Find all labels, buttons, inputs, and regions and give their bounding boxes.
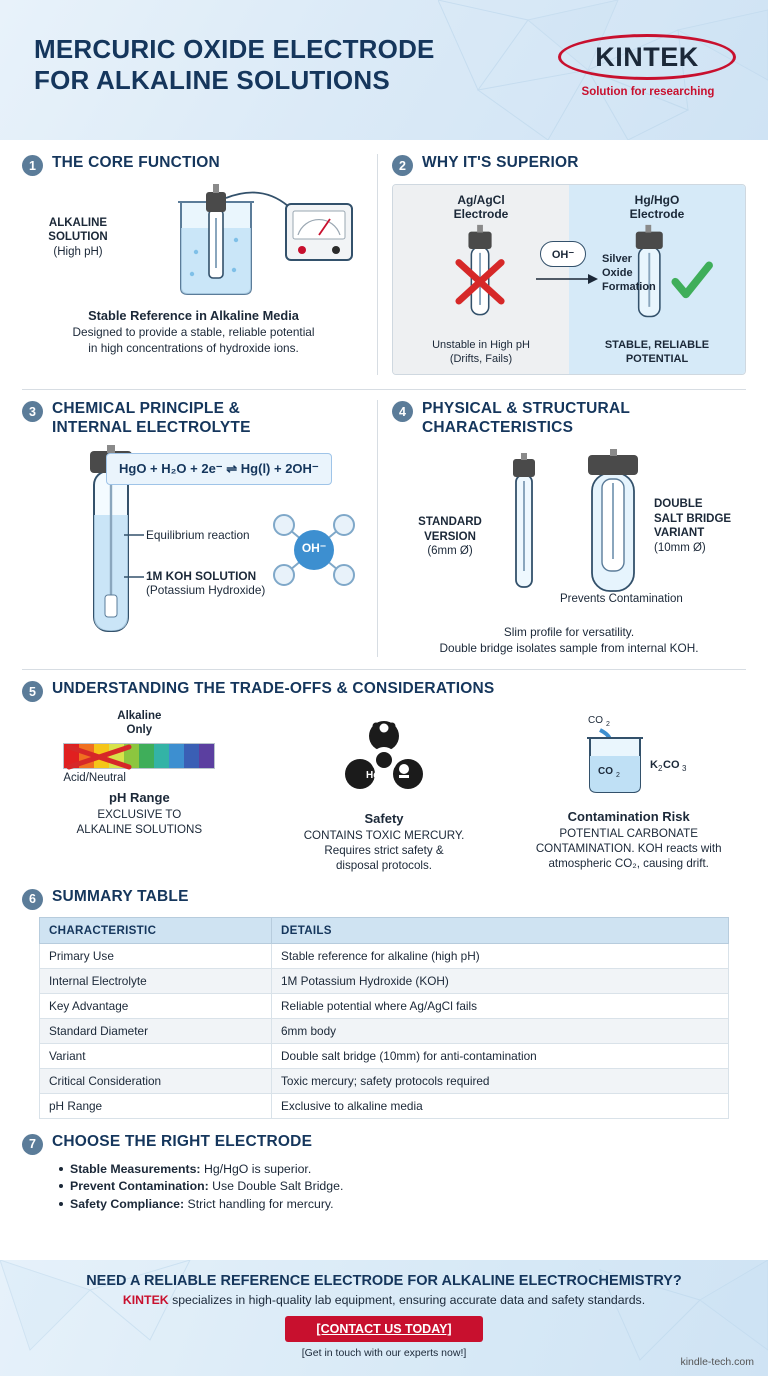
footer-subtext-rest: specializes in high-quality lab equipment, ensuring accurate data and safety standards. <box>168 1293 646 1307</box>
footer-headline: NEED A RELIABLE REFERENCE ELECTRODE FOR ALKALINE ELECTROCHEMISTRY? <box>86 1273 682 1289</box>
cell-characteristic: Internal Electrolyte <box>40 968 272 993</box>
svg-text:3: 3 <box>681 764 687 774</box>
section-2-title: WHY IT'S SUPERIOR <box>422 154 579 171</box>
table-header-row <box>40 917 729 943</box>
section-3-number: 3 <box>22 401 43 422</box>
safety-body: CONTAINS TOXIC MERCURY. Requires strict safety & disposal protocols. <box>303 829 465 873</box>
safety-title: Safety <box>364 811 404 827</box>
trade-off-safety <box>267 710 502 873</box>
section-6-number: 6 <box>22 889 43 910</box>
section-1-diagram <box>22 182 365 300</box>
section-summary-table <box>22 888 746 1119</box>
footer-note: [Get in touch with our experts now!] <box>301 1347 467 1359</box>
cell-characteristic: pH Range <box>40 1093 272 1118</box>
section-4-title: PHYSICAL & STRUCTURAL CHARACTERISTICS <box>422 400 631 436</box>
footer-subtext <box>0 1293 768 1307</box>
table-row <box>40 1093 729 1118</box>
svg-text:CO: CO <box>597 766 613 778</box>
bullet-label: Prevent Contamination: <box>70 1179 209 1194</box>
logo-ellipse <box>558 34 736 80</box>
bullet-label: Safety Compliance: <box>70 1197 185 1212</box>
section-2-number: 2 <box>392 155 413 176</box>
cell-details: 1M Potassium Hydroxide (KOH) <box>272 968 729 993</box>
brand-logo <box>558 34 738 98</box>
section-physical-characteristics <box>377 400 746 657</box>
double-salt-bridge-illustration <box>578 449 648 609</box>
section-5-head <box>22 680 746 702</box>
ph-scale-graphic <box>63 743 215 769</box>
summary-table-body <box>40 943 729 1118</box>
alkaline-only-label: Alkaline Only <box>117 710 162 737</box>
table-row <box>40 968 729 993</box>
cell-details: Stable reference for alkaline (high pH) <box>272 943 729 968</box>
svg-text:CO: CO <box>662 759 680 772</box>
acid-neutral-cross-icon <box>63 743 137 771</box>
table-row <box>40 943 729 968</box>
section-7-title: CHOOSE THE RIGHT ELECTRODE <box>52 1132 313 1150</box>
section-7-head <box>22 1133 746 1155</box>
main-content <box>0 154 768 1214</box>
logo-tagline: Solution for researching <box>581 86 715 98</box>
summary-table-head <box>40 917 729 943</box>
cell-details: Reliable potential where Ag/AgCl fails <box>272 993 729 1018</box>
svg-text:CO: CO <box>587 715 603 727</box>
list-item <box>56 1161 746 1179</box>
bullet-text: Hg/HgO is superior. <box>200 1161 312 1176</box>
list-item <box>56 1178 746 1196</box>
oh-ion-bubble: OH⁻ <box>540 241 586 267</box>
equation-box: HgO + H₂O + 2e⁻ ⇌ Hg(l) + 2OH⁻ <box>106 453 332 485</box>
bullet-label: Stable Measurements: <box>70 1161 201 1176</box>
footer <box>0 1260 768 1376</box>
section-trade-offs <box>22 680 746 873</box>
cell-characteristic: Primary Use <box>40 943 272 968</box>
section-3-head <box>22 400 365 437</box>
hydroxide-ion-label: OH⁻ <box>301 541 327 556</box>
divider-2 <box>22 669 746 670</box>
cell-details: 6mm body <box>272 1018 729 1043</box>
row-section-1-2 <box>22 154 746 375</box>
hghgo-footnote: STABLE, RELIABLE POTENTIAL <box>604 338 710 365</box>
section-1-caption-sub: Designed to provide a stable, reliable potential in high concentrations of hydroxide ions. <box>72 325 315 355</box>
prevents-contamination-note: Prevents Contamination <box>560 593 683 606</box>
svg-text:2: 2 <box>615 772 620 780</box>
section-core-function <box>22 154 377 375</box>
standard-electrode-illustration <box>504 453 544 603</box>
beaker-electrode-meter-illustration <box>126 182 376 300</box>
section-4-caption: Slim profile for versatility. Double bridge isolates sample from internal KOH. <box>439 625 699 656</box>
equilibrium-reaction-label: Equilibrium reaction <box>146 528 250 543</box>
page-title <box>34 34 435 95</box>
table-row <box>40 1018 729 1043</box>
biohazard-icon <box>336 714 432 800</box>
table-row <box>40 993 729 1018</box>
contamination-body: POTENTIAL CARBONATE CONTAMINATION. KOH reacts with atmospheric CO₂, causing drift. <box>535 827 722 871</box>
double-salt-bridge-label: DOUBLE SALT BRIDGE VARIANT (10mm Ø) <box>654 498 732 554</box>
section-5-title: UNDERSTANDING THE TRADE-OFFS & CONSIDERATIONS <box>52 680 495 698</box>
cell-characteristic: Standard Diameter <box>40 1018 272 1043</box>
hghgo-title: Hg/HgO Electrode <box>629 193 685 222</box>
silver-oxide-formation-label: Silver Oxide Formation <box>602 253 656 293</box>
svg-text:K: K <box>649 759 658 772</box>
section-choose-electrode <box>22 1133 746 1214</box>
section-chemical-principle <box>22 400 377 657</box>
carbonate-contamination-icon <box>554 712 704 798</box>
header <box>0 0 768 140</box>
bullet-text: Use Double Salt Bridge. <box>208 1179 344 1194</box>
footer-url: kindle-tech.com <box>680 1356 754 1368</box>
section-6-title: SUMMARY TABLE <box>52 887 189 905</box>
table-header-characteristic: CHARACTERISTIC <box>40 917 272 943</box>
divider-1 <box>22 389 746 390</box>
section-5-number: 5 <box>22 681 43 702</box>
page-title-line2: FOR ALKALINE SOLUTIONS <box>34 64 390 95</box>
transfer-arrow-icon <box>534 271 604 291</box>
table-row <box>40 1043 729 1068</box>
trade-off-ph-range <box>22 710 257 873</box>
section-1-head <box>22 154 365 176</box>
cell-characteristic: Key Advantage <box>40 993 272 1018</box>
table-header-details: DETAILS <box>272 917 729 943</box>
svg-text:2: 2 <box>657 764 663 774</box>
logo-text: KINTEK <box>595 41 699 72</box>
row-section-3-4 <box>22 400 746 657</box>
cell-details: Exclusive to alkaline media <box>272 1093 729 1118</box>
footer-brand: KINTEK <box>122 1293 169 1307</box>
section-2-head <box>392 154 746 176</box>
summary-table <box>39 917 729 1119</box>
section-4-number: 4 <box>392 401 413 422</box>
agagcl-footnote: Unstable in High pH (Drifts, Fails) <box>432 338 530 365</box>
section-1-number: 1 <box>22 155 43 176</box>
bullet-text: Strict handling for mercury. <box>184 1197 334 1212</box>
trade-off-items <box>22 710 746 873</box>
cell-characteristic: Variant <box>40 1043 272 1068</box>
section-1-title: THE CORE FUNCTION <box>52 154 220 171</box>
section-3-title: CHEMICAL PRINCIPLE & INTERNAL ELECTROLYTE <box>52 400 251 436</box>
alkaline-solution-label: ALKALINE SOLUTION (High pH) <box>48 217 108 258</box>
page-title-line1: MERCURIC OXIDE ELECTRODE <box>34 34 435 64</box>
svg-text:2: 2 <box>605 721 610 729</box>
agagcl-title: Ag/AgCl Electrode <box>453 193 509 222</box>
cell-details: Double salt bridge (10mm) for anti-contamination <box>272 1043 729 1068</box>
section-4-head <box>392 400 746 437</box>
section-3-diagram <box>22 445 365 650</box>
section-1-caption-main: Stable Reference in Alkaline Media <box>88 308 299 323</box>
koh-solution-label: 1M KOH SOLUTION (Potassium Hydroxide) <box>146 569 266 598</box>
acid-neutral-label: Acid/Neutral <box>63 771 126 784</box>
cell-characteristic: Critical Consideration <box>40 1068 272 1093</box>
ph-range-title: pH Range <box>109 789 170 805</box>
section-7-number: 7 <box>22 1134 43 1155</box>
list-item <box>56 1196 746 1214</box>
cell-details: Toxic mercury; safety protocols required <box>272 1068 729 1093</box>
ph-range-body: EXCLUSIVE TO ALKALINE SOLUTIONS <box>76 807 203 836</box>
section-6-head <box>22 888 746 910</box>
contact-us-button[interactable]: [CONTACT US TODAY] <box>285 1316 483 1342</box>
table-row <box>40 1068 729 1093</box>
contamination-title: Contamination Risk <box>567 809 690 825</box>
recommendation-list <box>56 1161 746 1214</box>
standard-version-label: STANDARD VERSION (6mm Ø) <box>418 516 482 558</box>
section-4-diagram <box>392 443 746 623</box>
trade-off-contamination <box>511 710 746 873</box>
svg-text:Hg: Hg <box>366 770 380 782</box>
section-why-superior <box>377 154 746 375</box>
